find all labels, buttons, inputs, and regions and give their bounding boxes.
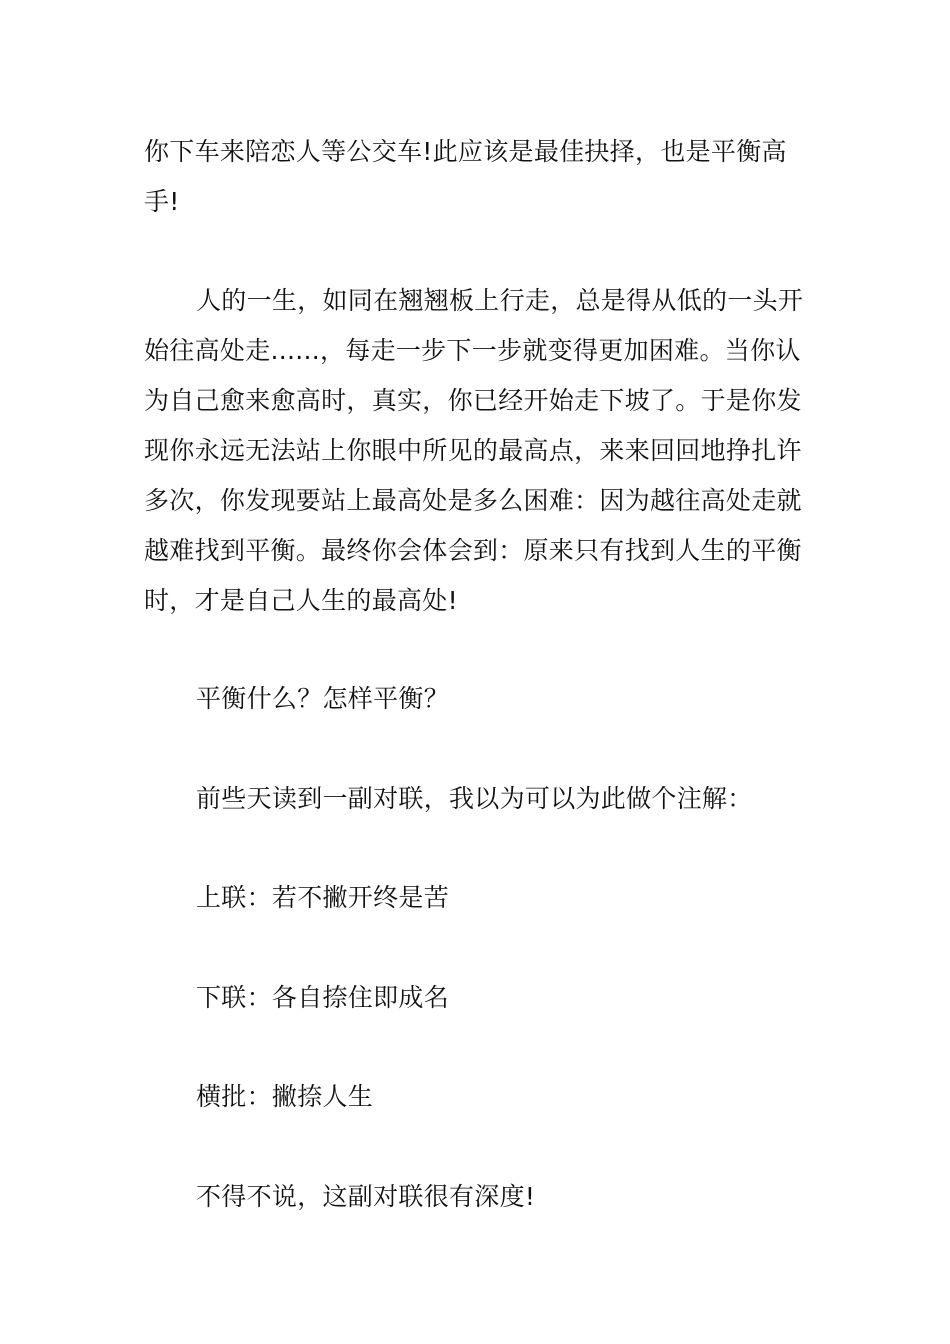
paragraph-couplet-first-line: 上联：若不撇开终是苦 (196, 883, 450, 912)
paragraph-couplet-intro: 前些天读到一副对联，我以为可以为此做个注解： (196, 784, 753, 813)
paragraph-bus-choice: 你下车来陪恋人等公交车!此应该是最佳抉择，也是平衡高手! (144, 137, 787, 216)
paragraph-seesaw-life: 人的一生，如同在翘翘板上行走，总是得从低的一头开始往高处走......，每走一步下一步就变得更加困难。当你认为自己愈来愈高时，真实，你已经开始走下坡了。于是你发现你永远无法站上你眼中所见的最高点，来来回回地挣扎许多次，你发现要站上最高处是多么困难：因为越往高处走就越难找到平衡。最终你会体会到：原来只有找到人生的平衡时，才是自己人生的最高处! (144, 286, 804, 615)
paragraph-couplet-horizontal: 横批：撇捺人生 (196, 1082, 374, 1111)
paragraph-couplet-second-line: 下联：各自捺住即成名 (196, 983, 450, 1012)
paragraph-couplet-comment: 不得不说，这副对联很有深度! (196, 1182, 536, 1211)
paragraph-balance-question: 平衡什么？怎样平衡？ (196, 684, 450, 713)
